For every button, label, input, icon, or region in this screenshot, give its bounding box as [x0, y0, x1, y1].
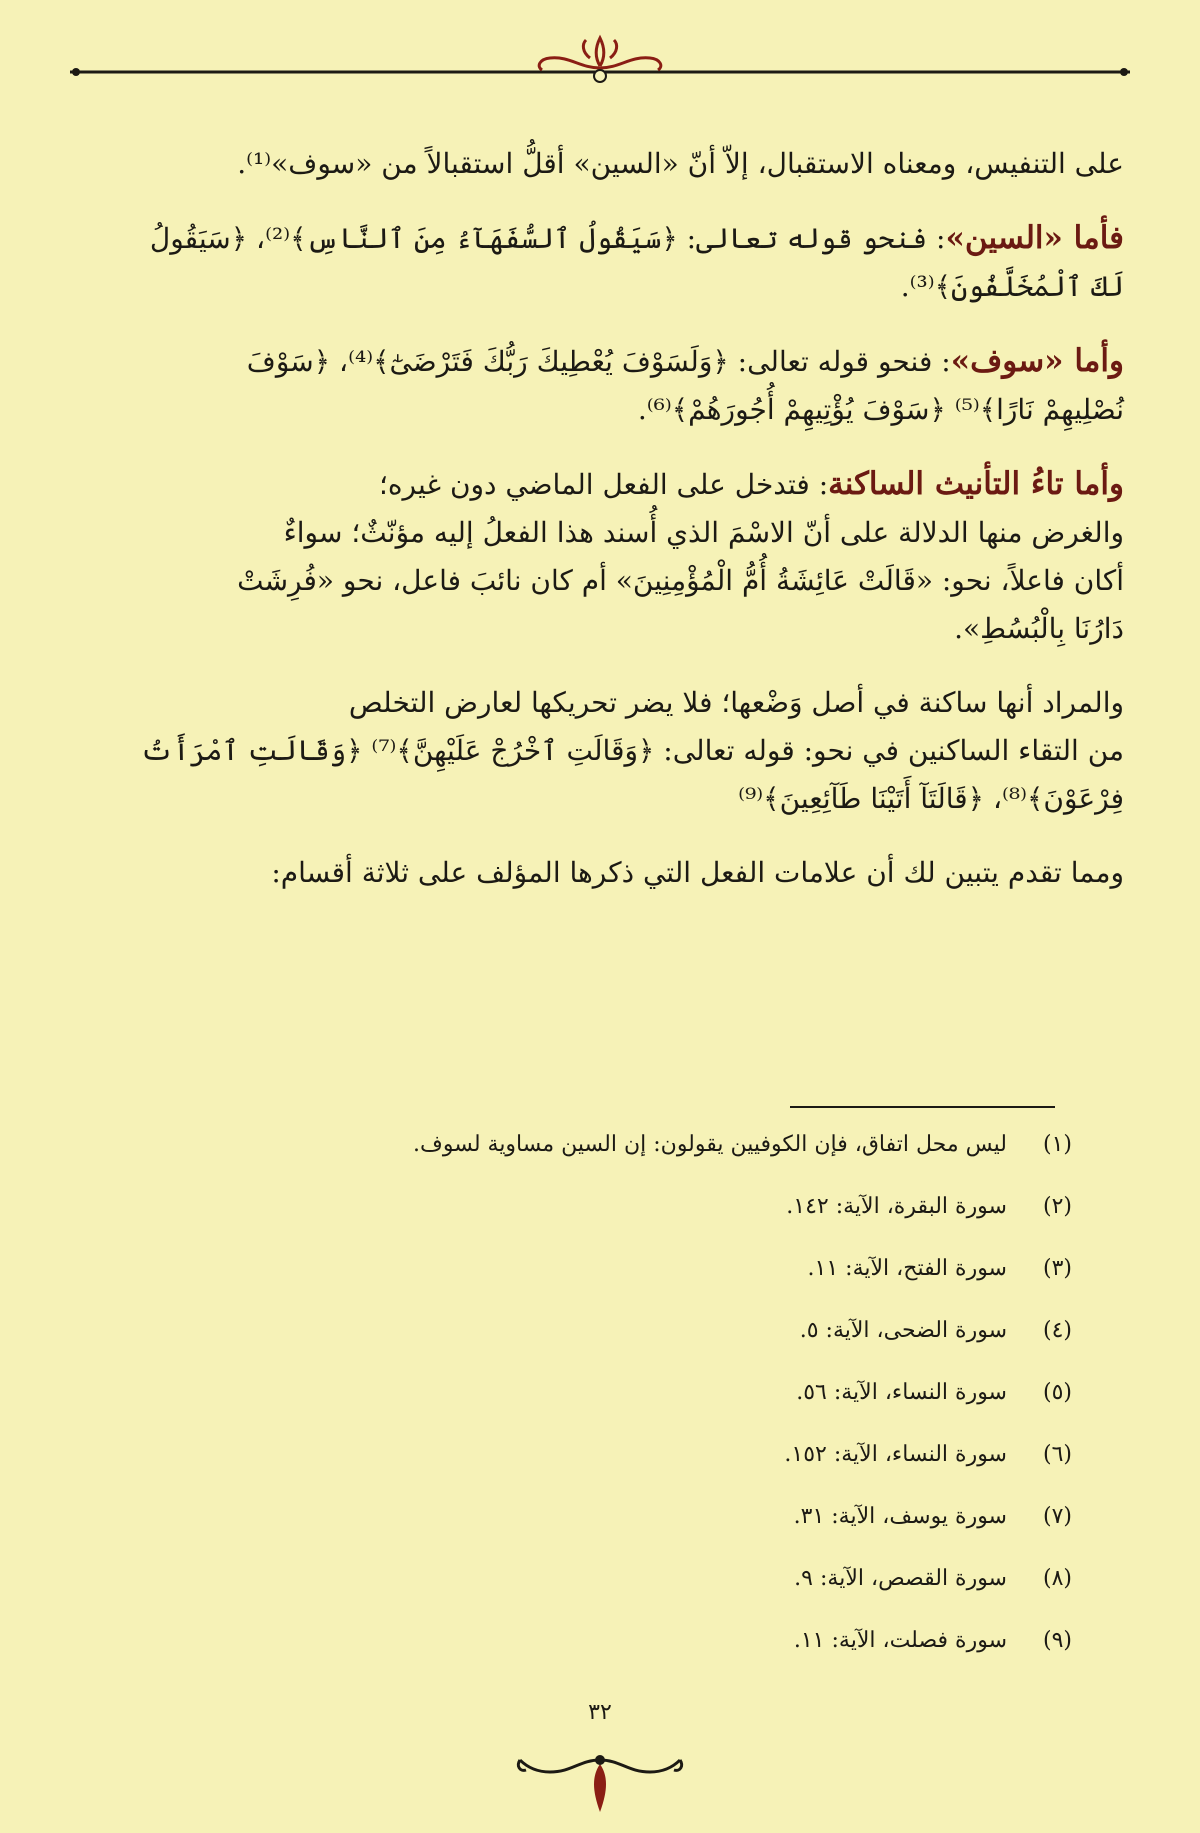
footnote-text: سورة الفتح، الآية: ١١. [807, 1256, 1007, 1281]
body-text [78, 140, 1124, 923]
paragraph-line: نُصْلِيهِمْ نَارًا﴾⁽⁵⁾ ﴿سَوْفَ يُؤْتِيهِمْ أُجُورَهُمْ﴾⁽⁶⁾. [637, 393, 1124, 426]
paragraph-lead: فأما «السين» [945, 220, 1124, 256]
paragraph-line: دَارُنَا بِالْبُسُطِ». [954, 612, 1124, 645]
paragraph-line [78, 460, 1124, 509]
paragraph-summary [78, 849, 1124, 897]
footnote-item [300, 1502, 1072, 1564]
footnote-item [300, 1316, 1072, 1378]
footnote-text: سورة يوسف، الآية: ٣١. [793, 1504, 1007, 1529]
ornamental-flourish-icon [480, 1720, 720, 1820]
paragraph-line: والغرض منها الدلالة على أنّ الاسْمَ الذي أُسند هذا الفعلُ إليه مؤنّثٌ؛ سواءٌ [283, 516, 1124, 549]
paragraph-line-text: : فنحو قوله تعالى: ﴿سَيَقُولُ ٱلسُّفَهَآءُ مِنَ ٱلنَّاسِ﴾⁽²⁾، ﴿سَيَقُولُ [149, 222, 946, 255]
footnote-item [300, 1626, 1072, 1688]
paragraph-sawfa [78, 337, 1124, 434]
footnote-number: (٨) [1042, 1566, 1072, 1591]
paragraph-taa [78, 460, 1124, 653]
footnote-number: (١) [1042, 1132, 1072, 1157]
paragraph-line-text: : فتدخل على الفعل الماضي دون غيره؛ [378, 468, 829, 501]
footnote-text: ليس محل اتفاق، فإن الكوفيين يقولون: إن السين مساوية لسوف. [413, 1132, 1007, 1157]
page-number: ٣٢ [588, 1700, 612, 1725]
footnote-text: سورة النساء، الآية: ٥٦. [796, 1380, 1007, 1405]
footnote-number: (٧) [1042, 1504, 1072, 1529]
footnote-number: (٥) [1042, 1380, 1072, 1405]
footnote-number: (٩) [1042, 1628, 1072, 1653]
ornamental-rule-icon [70, 28, 1130, 88]
paragraph-line: ومما تقدم يتبين لك أن علامات الفعل التي ذكرها المؤلف على ثلاثة أقسام: [271, 856, 1124, 889]
footnotes [300, 1130, 1072, 1688]
footnote-item [300, 1378, 1072, 1440]
footnote-item [300, 1192, 1072, 1254]
footnote-text: سورة فصلت، الآية: ١١. [793, 1628, 1007, 1653]
paragraph-line: أكان فاعلاً، نحو: «قَالَتْ عَائِشَةُ أُمُّ الْمُؤْمِنِينَ» أم كان نائبَ فاعل، نحو «فُرِشَتْ [237, 564, 1124, 597]
paragraph-lead: وأما «سوف» [950, 343, 1124, 379]
footnote-item [300, 1440, 1072, 1502]
footnote-item [300, 1254, 1072, 1316]
footnote-number: (٢) [1042, 1194, 1072, 1219]
paragraph-line [78, 337, 1124, 386]
footnote-number: (٣) [1042, 1256, 1072, 1281]
paragraph-sin [78, 214, 1124, 311]
footnote-divider [790, 1106, 1055, 1108]
paragraph-line: لَكَ ٱلْمُخَلَّفُونَ﴾⁽³⁾. [900, 270, 1124, 303]
footnote-number: (٤) [1042, 1318, 1072, 1343]
footnote-text: سورة الضحى، الآية: ٥. [799, 1318, 1007, 1343]
paragraph-line: من التقاء الساكنين في نحو: قوله تعالى: ﴿وَقَالَتِ ٱخْرُجْ عَلَيْهِنَّ﴾⁽⁷⁾ ﴿وَقَالَتِ ٱمْرَأَتُ [140, 734, 1124, 767]
footnote-text: سورة القصص، الآية: ٩. [794, 1566, 1007, 1591]
paragraph-lead: وأما تاءُ التأنيث الساكنة [828, 466, 1124, 502]
footnote-item [300, 1564, 1072, 1626]
paragraph-line: على التنفيس، ومعناه الاستقبال، إلاّ أنّ «السين» أقلُّ استقبالاً من «سوف»⁽¹⁾. [237, 147, 1124, 180]
paragraph-line: والمراد أنها ساكنة في أصل وَضْعها؛ فلا يضر تحريكها لعارض التخلص [348, 686, 1124, 719]
paragraph-line: فِرْعَوْنَ﴾⁽⁸⁾، ﴿قَالَتَآ أَتَيْنَا طَآئِعِينَ﴾⁽⁹⁾ [738, 782, 1124, 815]
footnote-number: (٦) [1042, 1442, 1072, 1467]
paragraph-meaning [78, 679, 1124, 823]
footnote-text: سورة النساء، الآية: ١٥٢. [784, 1442, 1007, 1467]
footnote-item [300, 1130, 1072, 1192]
footnote-text: سورة البقرة، الآية: ١٤٢. [786, 1194, 1007, 1219]
paragraph-1 [78, 140, 1124, 188]
paragraph-line [78, 214, 1124, 263]
paragraph-line-text: : فنحو قوله تعالى: ﴿وَلَسَوْفَ يُعْطِيكَ رَبُّكَ فَتَرْضَىٰٓ﴾⁽⁴⁾، ﴿سَوْفَ [246, 345, 951, 378]
